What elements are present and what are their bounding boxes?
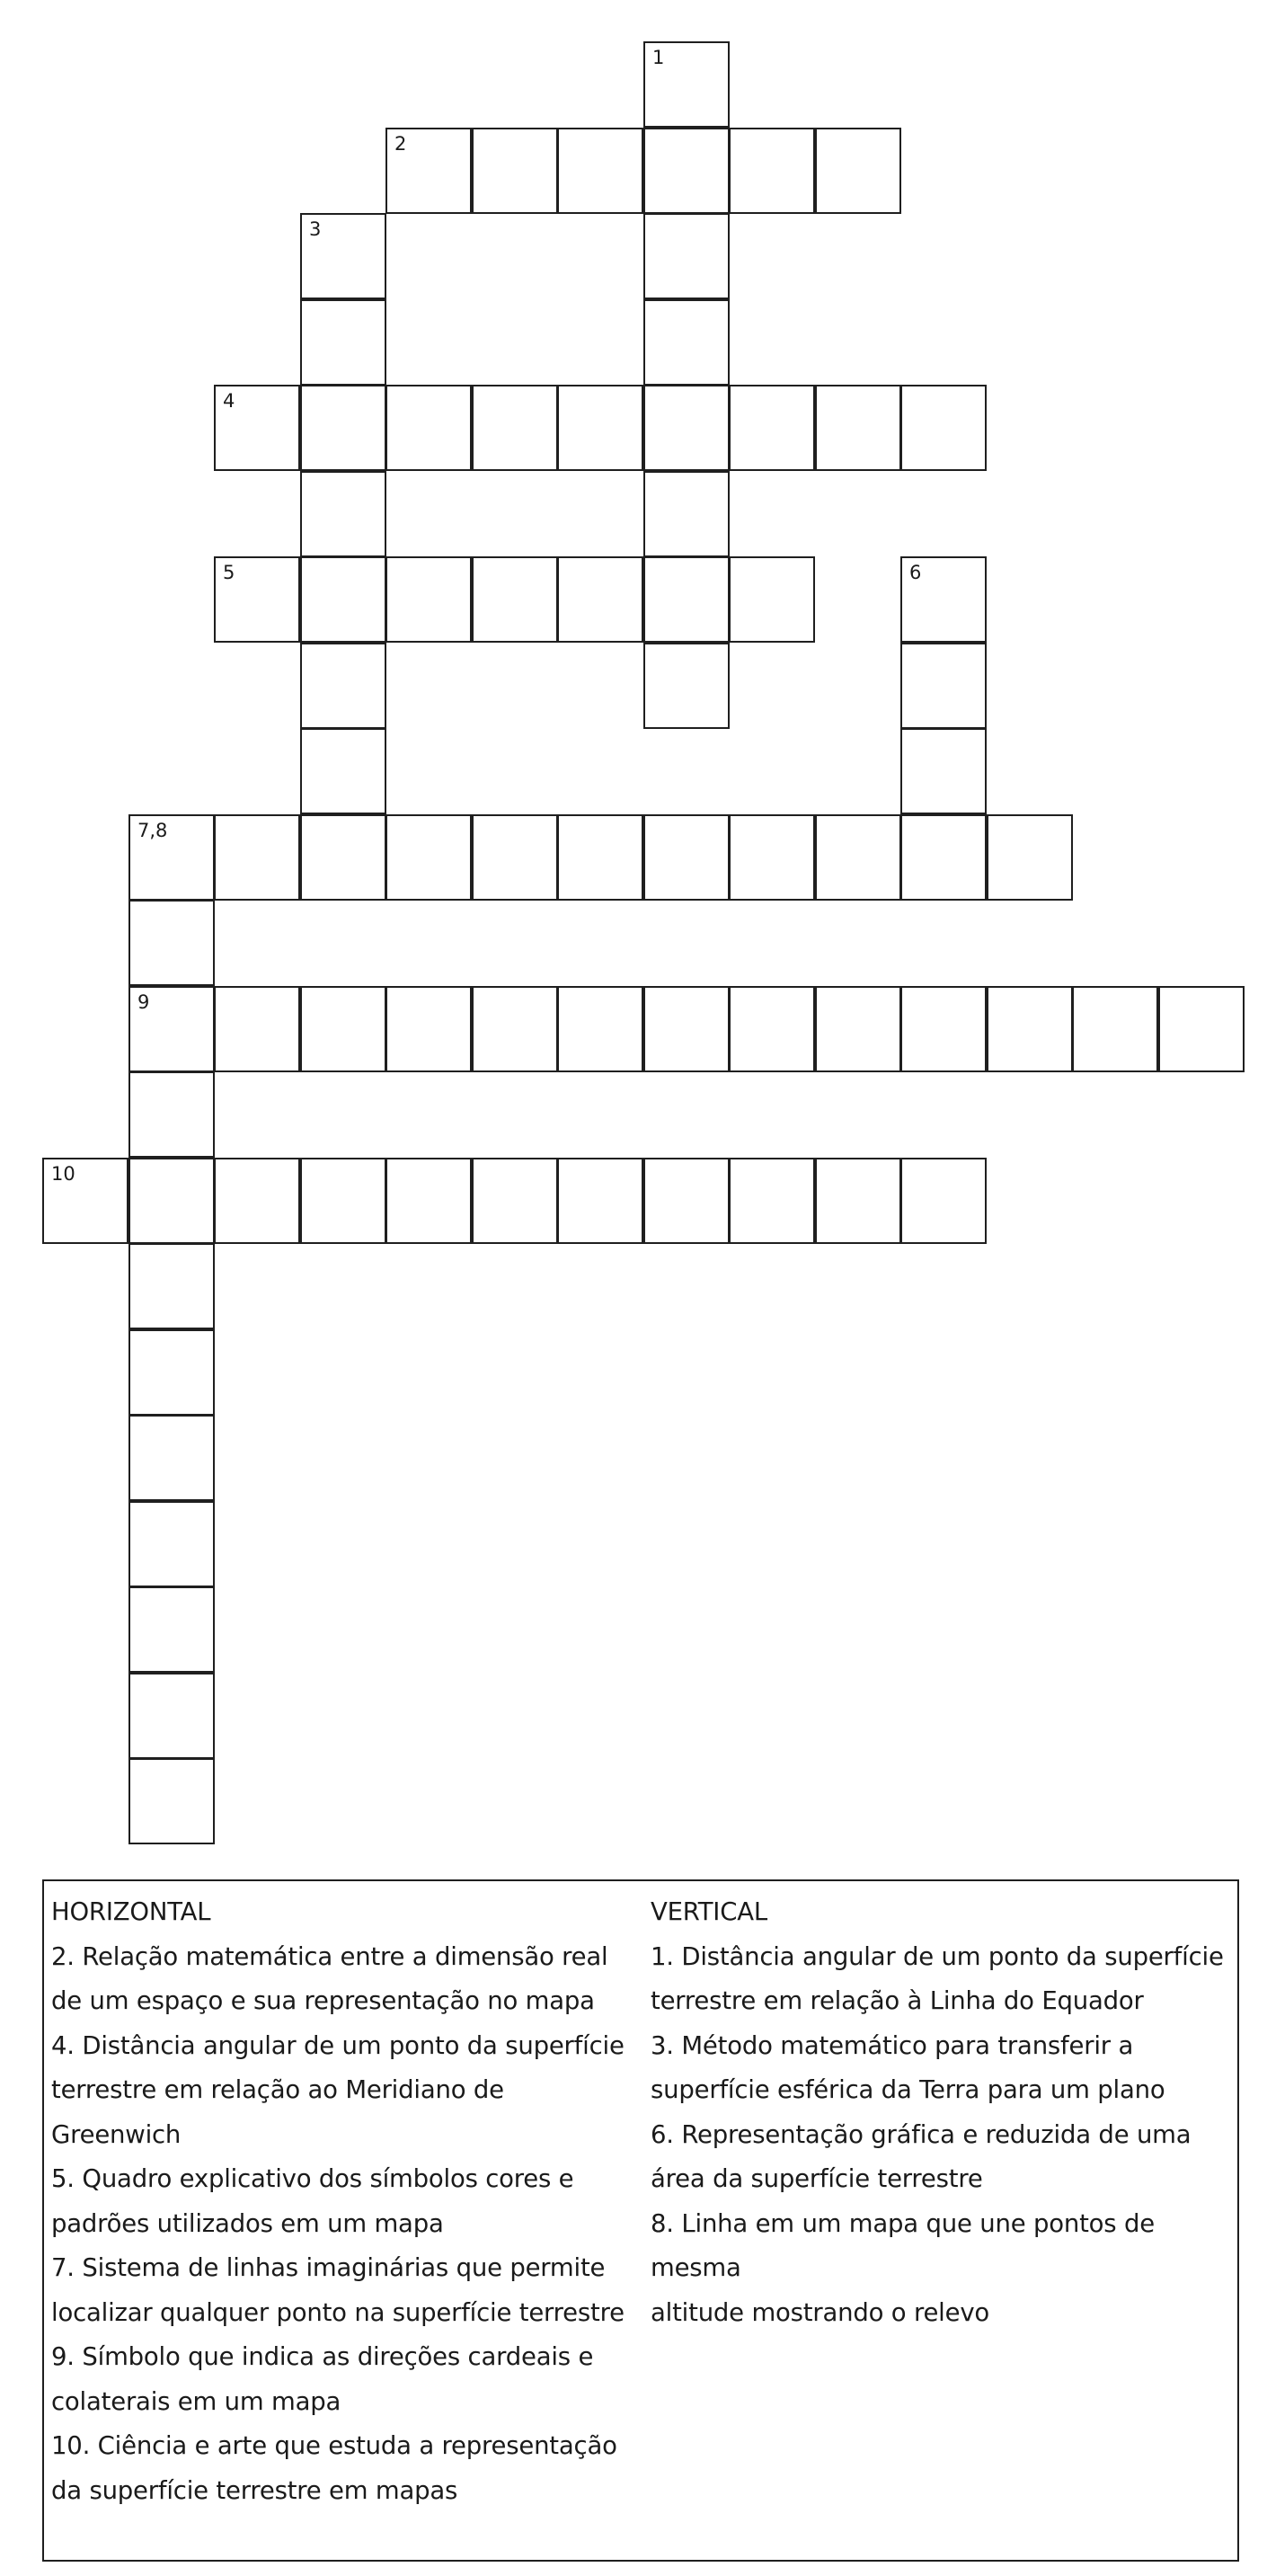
clues-box [42, 1879, 1239, 2562]
crossword-cell[interactable] [900, 986, 987, 1072]
crossword-cell[interactable] [300, 814, 386, 901]
crossword-cell[interactable] [987, 986, 1073, 1072]
clue-line: colaterais em um mapa [51, 2386, 341, 2416]
crossword-cell[interactable] [214, 986, 300, 1072]
crossword-cell[interactable] [729, 128, 815, 214]
crossword-cell[interactable] [128, 1501, 215, 1587]
crossword-cell[interactable] [472, 385, 558, 471]
crossword-cell[interactable] [385, 814, 472, 901]
crossword-cell[interactable] [643, 986, 730, 1072]
crossword-cell[interactable] [815, 385, 901, 471]
clue-number: 5 [223, 562, 235, 583]
crossword-cell[interactable] [557, 128, 643, 214]
clue-line: superfície esférica da Terra para um plano [651, 2075, 1165, 2104]
crossword-cell[interactable] [1158, 986, 1245, 1072]
clue-line: 10. Ciência e arte que estuda a representação [51, 2431, 617, 2460]
clue-line: 7. Sistema de linhas imaginárias que permite [51, 2253, 606, 2282]
crossword-cell[interactable] [643, 814, 730, 901]
clue-number: 3 [309, 218, 322, 240]
crossword-cell[interactable] [729, 986, 815, 1072]
crossword-cell[interactable] [128, 1071, 215, 1158]
crossword-cell[interactable] [300, 728, 386, 814]
crossword-cell[interactable] [128, 1329, 215, 1416]
crossword-cell[interactable] [472, 128, 558, 214]
crossword-cell[interactable] [385, 1158, 472, 1244]
crossword-cell[interactable] [557, 814, 643, 901]
crossword-cell[interactable] [900, 814, 987, 901]
crossword-cell[interactable] [128, 1158, 215, 1244]
clue-line: de um espaço e sua representação no mapa [51, 1986, 595, 2015]
crossword-cell[interactable] [643, 128, 730, 214]
crossword-cell[interactable] [557, 1158, 643, 1244]
vertical-heading: VERTICAL [651, 1897, 767, 1926]
clue-line: altitude mostrando o relevo [651, 2297, 990, 2327]
crossword-cell[interactable] [815, 986, 901, 1072]
crossword-cell[interactable] [729, 556, 815, 643]
crossword-cell[interactable] [300, 385, 386, 471]
crossword-cell[interactable] [729, 814, 815, 901]
crossword-cell[interactable] [815, 128, 901, 214]
clue-line: 9. Símbolo que indica as direções cardeais e [51, 2342, 594, 2371]
crossword-cell[interactable] [300, 213, 386, 299]
crossword-cell[interactable] [815, 814, 901, 901]
clue-line: 8. Linha em um mapa que une pontos de mesma [651, 2208, 1155, 2282]
clue-line: 5. Quadro explicativo dos símbolos cores e [51, 2164, 574, 2193]
crossword-cell[interactable] [385, 556, 472, 643]
crossword-cell[interactable] [815, 1158, 901, 1244]
clue-line: terrestre em relação ao Meridiano de [51, 2075, 504, 2104]
crossword-cell[interactable] [472, 1158, 558, 1244]
clue-line: localizar qualquer ponto na superfície terrestre [51, 2297, 625, 2327]
clue-line: da superfície terrestre em mapas [51, 2475, 458, 2505]
clue-number: 7,8 [137, 820, 168, 841]
crossword-cell[interactable] [472, 986, 558, 1072]
crossword-cell[interactable] [987, 814, 1073, 901]
crossword-cell[interactable] [472, 556, 558, 643]
clue-line: 1. Distância angular de um ponto da superfície [651, 1941, 1224, 1971]
crossword-cell[interactable] [128, 1243, 215, 1329]
clue-line: 6. Representação gráfica e reduzida de uma [651, 2119, 1192, 2149]
crossword-cell[interactable] [557, 556, 643, 643]
vertical-clues [651, 1890, 1235, 2335]
crossword-cell[interactable] [385, 385, 472, 471]
crossword-cell[interactable] [300, 471, 386, 557]
crossword-cell[interactable] [900, 556, 987, 643]
crossword-cell[interactable] [128, 814, 215, 901]
crossword-cell[interactable] [643, 471, 730, 557]
crossword-cell[interactable] [214, 556, 300, 643]
crossword-cell[interactable] [300, 643, 386, 729]
crossword-cell[interactable] [900, 643, 987, 729]
crossword-cell[interactable] [643, 41, 730, 128]
clue-line: 4. Distância angular de um ponto da superfície [51, 2030, 625, 2060]
crossword-cell[interactable] [729, 1158, 815, 1244]
crossword-cell[interactable] [557, 385, 643, 471]
clue-line: terrestre em relação à Linha do Equador [651, 1986, 1144, 2015]
crossword-cell[interactable] [900, 1158, 987, 1244]
crossword-cell[interactable] [128, 1415, 215, 1501]
crossword-cell[interactable] [643, 643, 730, 729]
crossword-cell[interactable] [643, 299, 730, 386]
horizontal-heading: HORIZONTAL [51, 1897, 211, 1926]
clue-number: 2 [394, 133, 407, 155]
crossword-cell[interactable] [300, 299, 386, 386]
crossword-cell[interactable] [643, 213, 730, 299]
crossword-cell[interactable] [385, 128, 472, 214]
crossword-cell[interactable] [729, 385, 815, 471]
crossword-cell[interactable] [643, 385, 730, 471]
crossword-cell[interactable] [643, 556, 730, 643]
crossword-cell[interactable] [128, 900, 215, 986]
crossword-cell[interactable] [385, 986, 472, 1072]
clue-number: 4 [223, 390, 235, 412]
clue-number: 6 [909, 562, 922, 583]
crossword-cell[interactable] [300, 1158, 386, 1244]
crossword-cell[interactable] [557, 986, 643, 1072]
horizontal-clues [51, 1890, 644, 2513]
crossword-cell[interactable] [1072, 986, 1158, 1072]
crossword-cell[interactable] [214, 385, 300, 471]
clue-number: 1 [652, 47, 665, 68]
crossword-cell[interactable] [643, 1158, 730, 1244]
crossword-cell[interactable] [900, 728, 987, 814]
crossword-cell[interactable] [128, 1758, 215, 1844]
crossword-cell[interactable] [214, 814, 300, 901]
crossword-cell[interactable] [300, 986, 386, 1072]
crossword-cell[interactable] [472, 814, 558, 901]
crossword-cell[interactable] [128, 1586, 215, 1673]
clue-line: área da superfície terrestre [651, 2164, 983, 2193]
crossword-cell[interactable] [128, 1673, 215, 1759]
crossword-cell[interactable] [42, 1158, 128, 1244]
crossword-cell[interactable] [900, 385, 987, 471]
clue-number: 10 [51, 1163, 75, 1185]
clue-line: padrões utilizados em um mapa [51, 2208, 444, 2238]
clue-line: 2. Relação matemática entre a dimensão real [51, 1941, 608, 1971]
crossword-cell[interactable] [300, 556, 386, 643]
clue-line: 3. Método matemático para transferir a [651, 2030, 1134, 2060]
crossword-cell[interactable] [214, 1158, 300, 1244]
clue-number: 9 [137, 991, 150, 1013]
clue-line: Greenwich [51, 2119, 182, 2149]
crossword-cell[interactable] [128, 986, 215, 1072]
